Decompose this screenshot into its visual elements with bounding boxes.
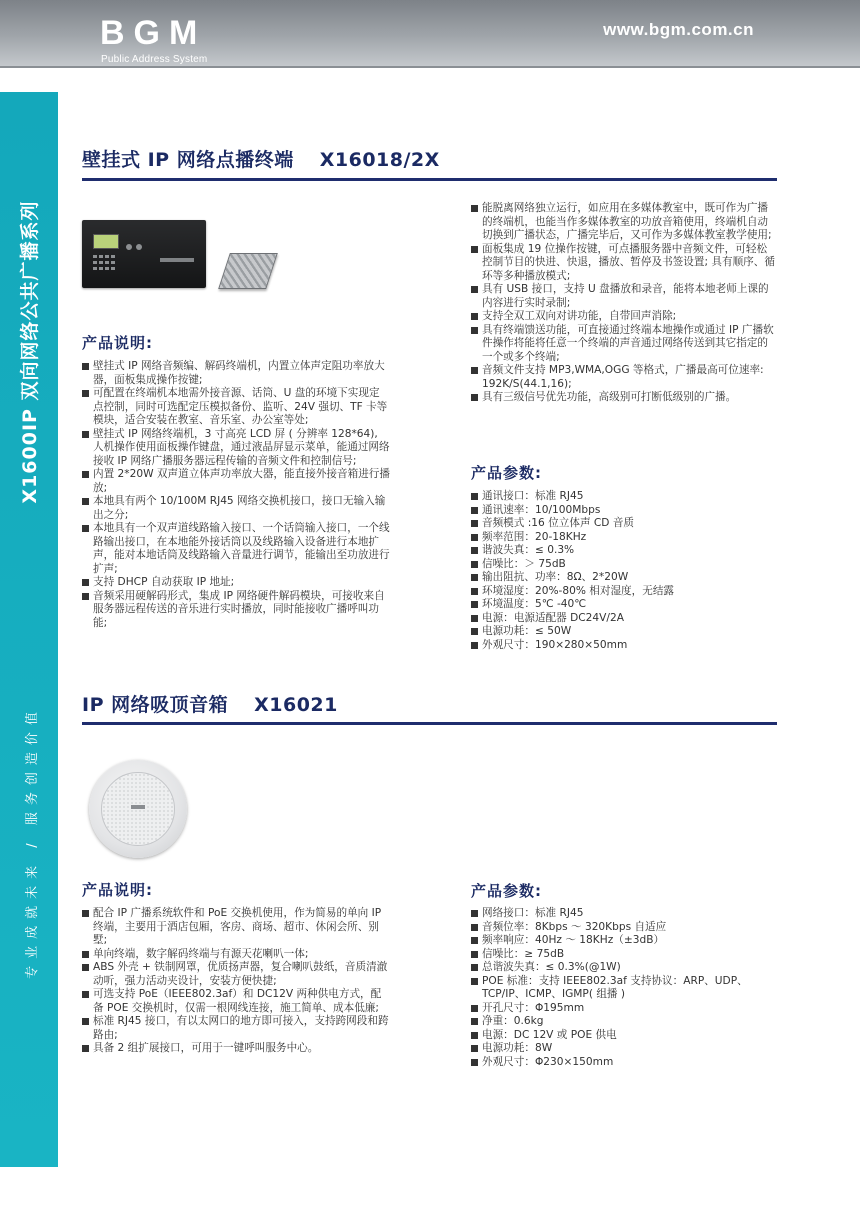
spec-item: 电源：电源适配器 DC24V/2A (471, 612, 777, 626)
description-heading: 产品说明: (82, 881, 153, 899)
description-item: 能脱离网络独立运行，如应用在多媒体教室中，既可作为广播的终端机，也能当作多媒体教室的功放音箱使用，终端机自动切换到广播状态，广播完毕后，又可作为多媒体教室教学使用; (471, 202, 777, 243)
spec-list (471, 907, 777, 1069)
spec-item: 净重：0.6kg (471, 1015, 777, 1029)
description-item: 本地具有两个 10/100M RJ45 网络交换机接口，接口无输入输出之分; (82, 495, 390, 522)
backbox-image (218, 253, 278, 289)
spec-item: 通讯接口：标准 RJ45 (471, 490, 777, 504)
spec-item: 信噪比：＞ 75dB (471, 558, 777, 572)
spec-item: 网络接口：标准 RJ45 (471, 907, 777, 921)
description-item: 单向终端，数字解码终端与有源天花喇叭一体; (82, 948, 390, 962)
page-number: 37 (17, 1216, 30, 1231)
description-item: 具有终端馈送功能，可直接通过终端本地操作或通过 IP 广播软件操作将能将任意一个终端的声音通过网络传送到其它指定的一个或多个终端; (471, 324, 777, 365)
product-name: IP 网络吸顶音箱 (82, 694, 229, 716)
spec-item: 外观尺寸：Φ230×150mm (471, 1056, 777, 1070)
spec-item: POE 标准：支持 IEEE802.3af 支持协议：ARP、UDP、TCP/IP、ICMP、IGMP( 组播 ) (471, 975, 777, 1002)
description-item: 面板集成 19 位操作按键，可点播服务器中音频文件，可轻松控制节目的快进、快退，播放、暂停及书签设置; 具有顺序、循环等多种播放模式; (471, 243, 777, 284)
spec-item: 信噪比：≥ 75dB (471, 948, 777, 962)
description-item: 本地具有一个双声道线路输入接口、一个话筒输入接口，一个线路输出接口，在本地能外接话筒以及线路输入设备进行本地扩声，能对本地话筒及线路输入音量进行调节，能输出至功放进行扩声; (82, 522, 390, 576)
spec-item: 频率响应：40Hz ～ 18KHz（±3dB） (471, 934, 777, 948)
product-model: X16021 (254, 694, 338, 716)
spec-item: 通讯速率：10/100Mbps (471, 504, 777, 518)
spec-item: 电源：DC 12V 或 POE 供电 (471, 1029, 777, 1043)
lcd-screen (93, 234, 119, 249)
description-list (82, 360, 390, 630)
page-header (0, 0, 860, 66)
description-item: 具备 2 组扩展接口，可用于一键呼叫服务中心。 (82, 1042, 390, 1056)
spec-item: 输出阻抗、功率：8Ω、2*20W (471, 571, 777, 585)
spec-item: 总谐波失真：≤ 0.3%(@1W) (471, 961, 777, 975)
description-item: 具有 USB 接口，支持 U 盘播放和录音，能将本地老师上课的内容进行实时录制; (471, 283, 777, 310)
ceiling-speaker-image (89, 760, 187, 858)
description-item: 配合 IP 广播系统软件和 PoE 交换机使用，作为简易的单向 IP 终端，主要用于酒店包厢，客房、商场、超市、休闲会所、别墅; (82, 907, 390, 948)
spec-heading: 产品参数: (471, 882, 542, 900)
speaker-badge (131, 805, 145, 809)
description-item: 壁挂式 IP 网络音频编、解码终端机，内置立体声定阻功率放大器，面板集成操作按键; (82, 360, 390, 387)
description-item: 可配置在终端机本地需外接音源、话筒、U 盘的环境下实现定点控制，同时可选配定压模拟备份、监听、24V 强切、TF 卡等模块，适合安装在教室、音乐室、办公室等处; (82, 387, 390, 428)
spec-item: 频率范围：20-18KHz (471, 531, 777, 545)
spec-item: 谐波失真：≤ 0.3% (471, 544, 777, 558)
description-item: 内置 2*20W 双声道立体声功率放大器，能直接外接音箱进行播放; (82, 468, 390, 495)
spec-list (471, 490, 777, 652)
brand-logo: BGM (100, 14, 207, 52)
terminal-image (82, 220, 206, 288)
description-item: 音频文件支持 MP3,WMA,OGG 等格式，广播最高可位速率: 192K/S(44.1,16); (471, 364, 777, 391)
description-item: 支持全双工双向对讲功能，自带回声消除; (471, 310, 777, 324)
sidebar-band (0, 92, 58, 1231)
series-title: X1600IP 双向网络公共广播系列 (19, 200, 41, 504)
spec-item: 音频模式 :16 位立体声 CD 音质 (471, 517, 777, 531)
spec-item: 环境湿度：20%-80% 相对湿度，无结露 (471, 585, 777, 599)
spec-item: 电源功耗：≤ 50W (471, 625, 777, 639)
spec-item: 音频位率：8Kbps ～ 320Kbps 自适应 (471, 921, 777, 935)
title-rule (82, 178, 777, 181)
description-item: 标准 RJ45 接口，有以太网口的地方即可接入，支持跨网段和跨路由; (82, 1015, 390, 1042)
panel-label (160, 258, 194, 262)
spec-item: 开孔尺寸：Φ195mm (471, 1002, 777, 1016)
website-url: www.bgm.com.cn (603, 20, 754, 39)
description-item: 具有三级信号优先功能，高级别可打断低级别的广播。 (471, 391, 777, 405)
description-item: 支持 DHCP 自动获取 IP 地址; (82, 576, 390, 590)
description-item: 壁挂式 IP 网络终端机，3 寸高亮 LCD 屏 ( 分辨率 128*64), 人机操作使用面板操作键盘，通过液晶屏显示菜单，能通过网络接收 IP 网络广播服务器远程传输的音频文件和控制信号; (82, 428, 390, 469)
description-item: ABS 外壳 + 铁制网罩，优质扬声器，复合喇叭鼓纸，音质清澈动听，强力活动夹设计，安装方便快捷; (82, 961, 390, 988)
speaker-grill (101, 772, 175, 846)
product-model: X16018/2X (319, 149, 440, 171)
spec-item: 电源功耗：8W (471, 1042, 777, 1056)
spec-heading: 产品参数: (471, 464, 542, 482)
description-item: 可选支持 PoE（IEEE802.3af）和 DC12V 两种供电方式，配备 POE 交换机时，仅需一根网线连接，施工简单、成本低廉; (82, 988, 390, 1015)
brand-tagline: Public Address System (101, 54, 208, 65)
product-title (82, 145, 440, 172)
description-item: 音频采用硬解码形式，集成 IP 网络硬件解码模块，可接收来自服务器远程传送的音乐进行实时播放，同时能接收广播呼叫功能; (82, 590, 390, 631)
slogan: 专业成就未来 / 服务创造价值 (25, 705, 40, 979)
title-rule (82, 722, 777, 725)
product-title (82, 690, 338, 717)
description-heading: 产品说明: (82, 334, 153, 352)
description-list (82, 907, 390, 1056)
description-list-continued (471, 202, 777, 405)
header-divider (0, 66, 860, 68)
product-name: 壁挂式 IP 网络点播终端 (82, 149, 294, 171)
spec-item: 环境温度：5℃ -40℃ (471, 598, 777, 612)
spec-item: 外观尺寸：190×280×50mm (471, 639, 777, 653)
